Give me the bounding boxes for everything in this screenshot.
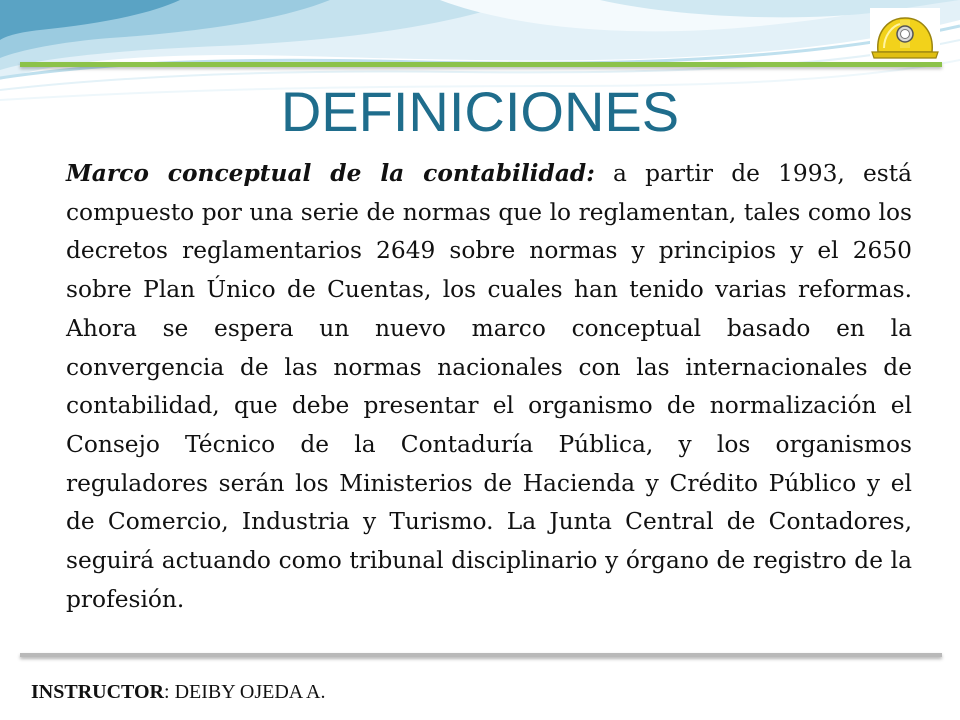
- instructor-label: INSTRUCTOR: [31, 681, 164, 703]
- definition-text: a partir de 1993, está compuesto por una serie de normas que lo reglamentan, tales como los decretos reglamentarios 2649 sobre normas y principios y el 2650 sobre Plan Único de Cuentas, los cuales han tenido varias reformas. Ahora se espera un nuevo marco conceptual basado en la convergencia de las normas nacionales con las internacionales de contabilidad, que debe presentar el organismo de normalización el Consejo Técnico de la Contaduría Pública, y los organismos reguladores serán los Ministerios de Hacienda y Crédito Público y el de Comercio, Industria y Turismo. La Junta Central de Contadores, seguirá actuando como tribunal disciplinario y órgano de registro de la profesión.: [66, 160, 912, 613]
- definition-term: Marco conceptual de la contabilidad:: [66, 160, 595, 187]
- footer-separator: :: [164, 681, 175, 703]
- footer: [31, 680, 326, 704]
- miner-helmet-icon: [870, 8, 940, 62]
- instructor-name: DEIBY OJEDA A.: [174, 681, 326, 703]
- logo: [870, 8, 940, 62]
- footer-divider: [20, 653, 942, 657]
- header-divider: [20, 62, 942, 67]
- slide-title: DEFINICIONES: [280, 80, 680, 143]
- definition-paragraph: [66, 155, 912, 619]
